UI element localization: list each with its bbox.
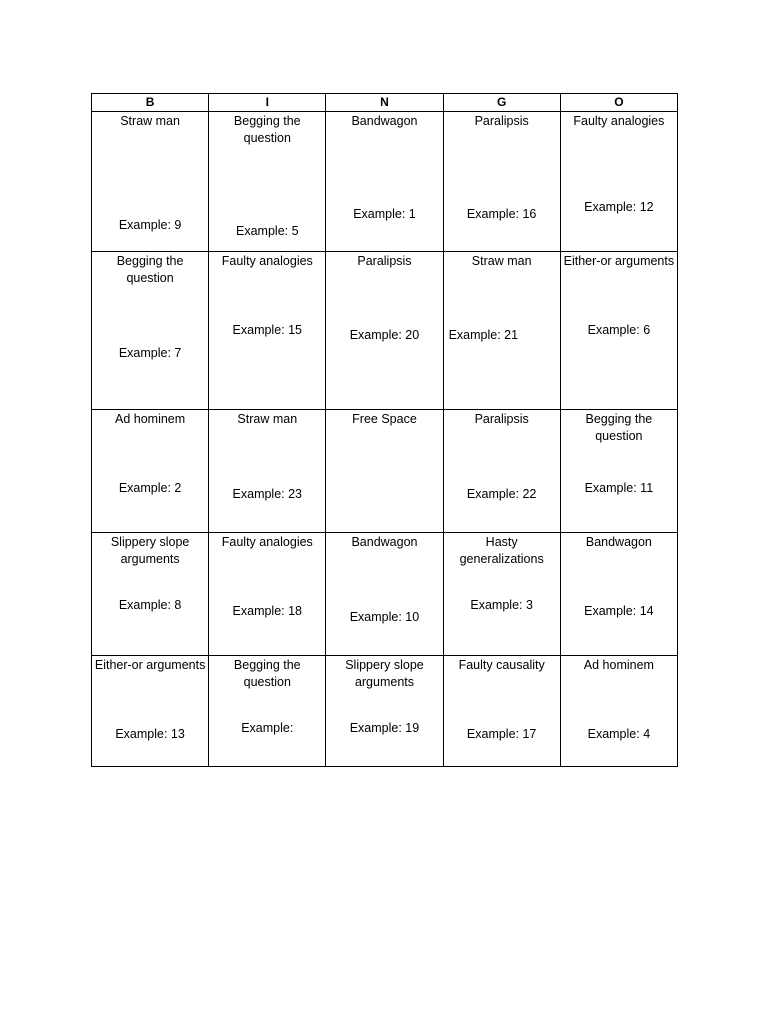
cell-term: Hasty generalizations bbox=[459, 535, 544, 566]
bingo-row-5 bbox=[92, 656, 678, 767]
cell-term: Begging the question bbox=[585, 412, 653, 443]
cell-example: Example: 11 bbox=[584, 481, 654, 495]
cell-example: Example: 19 bbox=[349, 721, 420, 735]
bingo-cell bbox=[92, 533, 209, 656]
bingo-cell bbox=[560, 112, 677, 252]
bingo-cell bbox=[443, 656, 560, 767]
header-g: G bbox=[443, 94, 560, 112]
cell-term: Begging the question bbox=[233, 114, 301, 145]
bingo-cell bbox=[326, 112, 443, 252]
bingo-cell bbox=[326, 252, 443, 410]
bingo-cell bbox=[92, 252, 209, 410]
bingo-cell bbox=[443, 410, 560, 533]
header-o: O bbox=[560, 94, 677, 112]
cell-example: Example: 10 bbox=[349, 610, 420, 624]
cell-example: Example: 13 bbox=[115, 727, 185, 741]
cell-example: Example: 1 bbox=[353, 207, 416, 221]
cell-example: Example: 4 bbox=[587, 727, 651, 741]
cell-example: Example: 8 bbox=[118, 598, 182, 612]
cell-term: Free Space bbox=[352, 412, 417, 426]
bingo-row-1 bbox=[92, 112, 678, 252]
bingo-cell bbox=[209, 112, 326, 252]
cell-term: Paralipsis bbox=[474, 412, 529, 426]
cell-example: Example: 7 bbox=[118, 346, 182, 360]
cell-example: Example: 5 bbox=[236, 224, 299, 238]
bingo-row-3 bbox=[92, 410, 678, 533]
bingo-cell bbox=[209, 252, 326, 410]
bingo-cell bbox=[209, 410, 326, 533]
cell-example: Example: 18 bbox=[232, 604, 303, 618]
cell-term: Straw man bbox=[237, 412, 298, 426]
bingo-cell bbox=[326, 656, 443, 767]
cell-term: Begging the question bbox=[116, 254, 184, 285]
header-b: B bbox=[92, 94, 209, 112]
cell-term: Straw man bbox=[471, 254, 532, 268]
cell-example: Example: 20 bbox=[349, 328, 420, 342]
cell-example: Example: 14 bbox=[584, 604, 654, 618]
cell-term: Either-or arguments bbox=[94, 658, 206, 672]
bingo-cell bbox=[326, 533, 443, 656]
cell-term: Faulty analogies bbox=[573, 114, 665, 128]
cell-example: Example: 23 bbox=[232, 487, 303, 501]
bingo-card bbox=[91, 93, 678, 767]
cell-term: Faulty analogies bbox=[221, 254, 313, 268]
cell-example: Example: bbox=[241, 721, 294, 735]
header-n: N bbox=[326, 94, 443, 112]
cell-term: Straw man bbox=[120, 114, 180, 128]
cell-term: Slippery slope arguments bbox=[345, 658, 424, 689]
bingo-row-4 bbox=[92, 533, 678, 656]
bingo-cell bbox=[443, 112, 560, 252]
cell-term: Paralipsis bbox=[357, 254, 412, 268]
bingo-cell bbox=[209, 533, 326, 656]
bingo-cell-free-space bbox=[326, 410, 443, 533]
bingo-cell bbox=[209, 656, 326, 767]
cell-example: Example: 3 bbox=[470, 598, 533, 612]
cell-example: Example: 21 bbox=[448, 328, 519, 342]
bingo-cell bbox=[92, 112, 209, 252]
cell-example: Example: 16 bbox=[466, 207, 537, 221]
cell-term: Faulty causality bbox=[458, 658, 545, 672]
cell-example: Example: 15 bbox=[232, 323, 303, 337]
cell-term: Begging the question bbox=[233, 658, 301, 689]
header-i: I bbox=[209, 94, 326, 112]
cell-term: Ad hominem bbox=[115, 412, 186, 426]
cell-example: Example: 2 bbox=[118, 481, 182, 495]
header-row bbox=[92, 94, 678, 112]
cell-term: Faulty analogies bbox=[221, 535, 313, 549]
bingo-cell bbox=[92, 410, 209, 533]
cell-term: Bandwagon bbox=[351, 535, 418, 549]
cell-example: Example: 22 bbox=[466, 487, 537, 501]
bingo-cell bbox=[560, 410, 677, 533]
cell-term: Paralipsis bbox=[474, 114, 529, 128]
bingo-cell bbox=[560, 656, 677, 767]
cell-term: Bandwagon bbox=[351, 114, 418, 128]
bingo-cell bbox=[560, 252, 677, 410]
cell-term: Ad hominem bbox=[583, 658, 654, 672]
bingo-cell bbox=[443, 533, 560, 656]
cell-example: Example: 9 bbox=[118, 218, 182, 232]
cell-term: Bandwagon bbox=[585, 535, 652, 549]
cell-example: Example: 6 bbox=[587, 323, 651, 337]
bingo-cell bbox=[92, 656, 209, 767]
cell-example: Example: 12 bbox=[584, 200, 654, 214]
bingo-row-2 bbox=[92, 252, 678, 410]
cell-example: Example: 17 bbox=[466, 727, 537, 741]
bingo-cell bbox=[443, 252, 560, 410]
cell-term: Either-or arguments bbox=[563, 254, 675, 268]
cell-term: Slippery slope arguments bbox=[110, 535, 190, 566]
bingo-cell bbox=[560, 533, 677, 656]
